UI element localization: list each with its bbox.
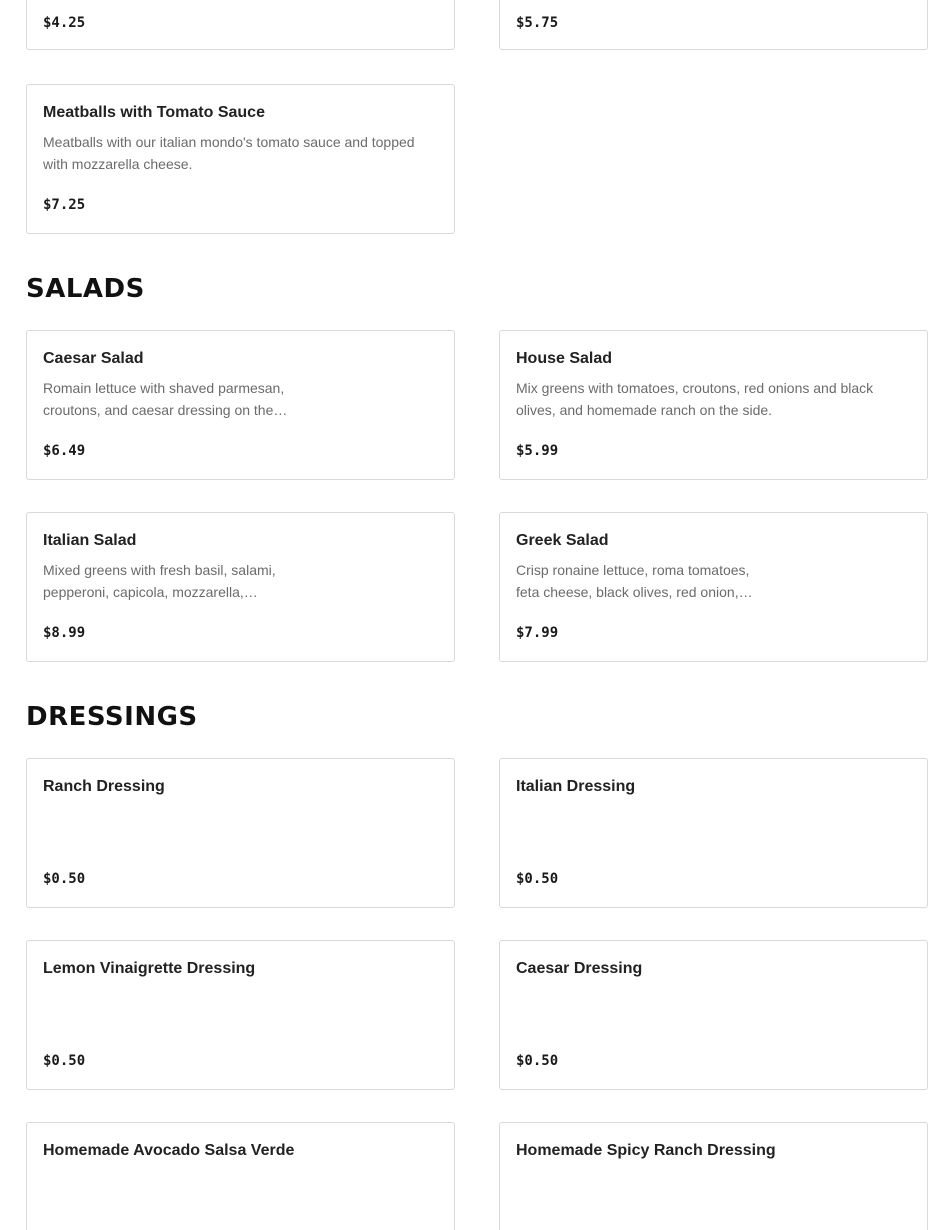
item-price: $0.50 <box>43 871 86 887</box>
item-description: Crisp ronaine lettuce, roma tomatoes, feta cheese, black olives, red onion,… <box>516 562 753 600</box>
item-price: $7.25 <box>43 197 86 213</box>
item-name: House Salad <box>516 350 613 367</box>
menu-item-card[interactable] <box>26 512 455 662</box>
item-name: Meatballs with Tomato Sauce <box>43 104 265 121</box>
item-price: $8.99 <box>43 625 86 641</box>
menu-item-card[interactable] <box>26 758 455 908</box>
item-price: $0.50 <box>43 1053 86 1069</box>
item-description: Meatballs with our italian mondo's tomato sauce and topped with mozzarella cheese. <box>43 134 415 172</box>
menu-item-card[interactable] <box>499 758 928 908</box>
menu-item-card[interactable] <box>26 0 455 50</box>
item-price: $6.49 <box>43 443 86 459</box>
item-description: Mix greens with tomatoes, croutons, red onions and black olives, and homemade ranch on the side. <box>516 380 874 418</box>
item-price: $4.25 <box>43 15 86 31</box>
item-price: $0.50 <box>516 871 559 887</box>
menu-item-card[interactable] <box>499 940 928 1090</box>
menu-item-card[interactable] <box>499 0 928 50</box>
menu-item-card[interactable] <box>499 1122 928 1230</box>
item-description: Mixed greens with fresh basil, salami, pepperoni, capicola, mozzarella,… <box>43 562 276 600</box>
item-name: Homemade Avocado Salsa Verde <box>43 1142 295 1159</box>
item-name: Ranch Dressing <box>43 778 165 795</box>
item-name: Homemade Spicy Ranch Dressing <box>516 1142 776 1159</box>
item-price: $5.99 <box>516 443 559 459</box>
item-name: Lemon Vinaigrette Dressing <box>43 960 256 977</box>
menu-item-card[interactable] <box>26 330 455 480</box>
item-name: Caesar Dressing <box>516 960 643 977</box>
item-description: Romain lettuce with shaved parmesan, croutons, and caesar dressing on the… <box>43 380 288 418</box>
item-name: Caesar Salad <box>43 350 144 367</box>
item-name: Italian Dressing <box>516 778 636 795</box>
menu-item-card[interactable] <box>26 940 455 1090</box>
item-name: Italian Salad <box>43 532 137 549</box>
item-price: $0.50 <box>516 1053 559 1069</box>
menu-item-card[interactable] <box>26 84 455 234</box>
item-name: Greek Salad <box>516 532 609 549</box>
section-title-salads: SALADS <box>26 274 145 304</box>
item-price: $5.75 <box>516 15 559 31</box>
section-title-dressings: DRESSINGS <box>26 702 198 732</box>
menu-item-card[interactable] <box>26 1122 455 1230</box>
item-price: $7.99 <box>516 625 559 641</box>
menu-item-card[interactable] <box>499 512 928 662</box>
menu-item-card[interactable] <box>499 330 928 480</box>
